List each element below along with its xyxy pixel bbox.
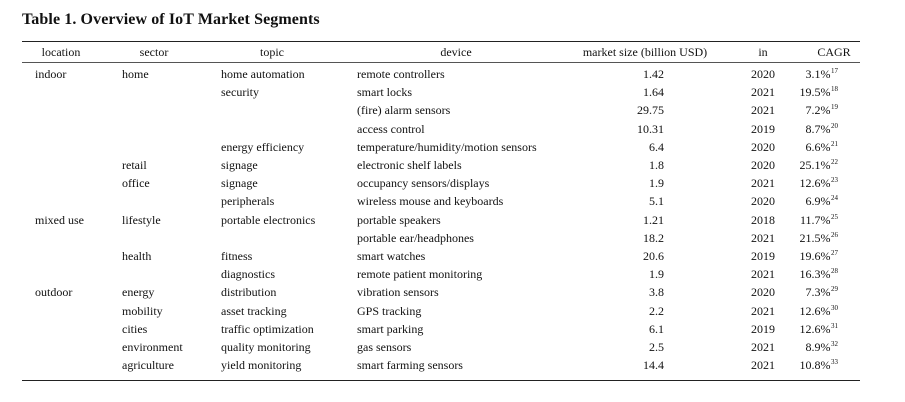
cell-size — [643, 358, 664, 372]
cell-device — [357, 322, 423, 336]
cell-sector — [122, 158, 147, 172]
cell-sector-text: agriculture — [122, 358, 174, 372]
cell-topic-text: portable electronics — [221, 213, 316, 227]
cell-size-text: 1.8 — [649, 158, 664, 172]
cell-cagr-text: 8.9% — [805, 340, 831, 354]
cell-size-text: 5.1 — [649, 194, 664, 208]
citation-ref-link[interactable]: 22 — [831, 158, 838, 166]
cell-size-text: 1.9 — [649, 267, 664, 281]
cell-sector — [122, 340, 183, 354]
cell-year — [751, 340, 775, 354]
cell-year — [751, 140, 775, 154]
cell-device-text: vibration sensors — [357, 285, 439, 299]
cell-year-text: 2020 — [751, 67, 775, 81]
citation-ref-link[interactable]: 24 — [831, 194, 838, 202]
cell-sector-text: lifestyle — [122, 213, 161, 227]
cell-topic — [221, 249, 252, 263]
cell-device — [357, 358, 463, 372]
cell-device-text: smart locks — [357, 85, 412, 99]
cell-location — [35, 285, 72, 299]
cell-sector-text: retail — [122, 158, 147, 172]
cell-device-text: wireless mouse and keyboards — [357, 194, 504, 208]
cell-topic — [221, 340, 311, 354]
cell-size-text: 1.9 — [649, 176, 664, 190]
cell-topic — [221, 85, 259, 99]
cell-year — [751, 103, 775, 117]
cell-sector-text: environment — [122, 340, 183, 354]
cell-topic-text: peripherals — [221, 194, 275, 208]
cell-year-text: 2021 — [751, 304, 775, 318]
cell-year — [751, 158, 775, 172]
cell-topic-text: diagnostics — [221, 267, 275, 281]
cell-topic-text: security — [221, 85, 259, 99]
cell-year-text: 2018 — [751, 213, 775, 227]
citation-ref-link[interactable]: 26 — [831, 231, 838, 239]
cell-size-text: 3.8 — [649, 285, 664, 299]
cell-device — [357, 285, 439, 299]
citation-ref-link[interactable]: 27 — [831, 249, 838, 257]
cell-sector-text: energy — [122, 285, 155, 299]
cell-year-text: 2020 — [751, 140, 775, 154]
cell-device — [357, 267, 482, 281]
cell-size — [649, 140, 664, 154]
cell-year — [751, 285, 775, 299]
cell-size — [649, 285, 664, 299]
cell-year-text: 2021 — [751, 267, 775, 281]
cell-year — [751, 231, 775, 245]
cell-topic-text: quality monitoring — [221, 340, 311, 354]
cell-cagr — [800, 158, 839, 174]
cell-size-text: 6.1 — [649, 322, 664, 336]
cell-sector — [122, 67, 149, 81]
cell-device-text: GPS tracking — [357, 304, 422, 318]
header-location: location — [41, 45, 81, 59]
cell-cagr — [800, 249, 839, 265]
citation-ref-link[interactable]: 25 — [831, 213, 838, 221]
cell-year-text: 2021 — [751, 358, 775, 372]
header-sector: sector — [139, 45, 169, 59]
cell-year-text: 2021 — [751, 176, 775, 190]
cell-size — [649, 304, 664, 318]
citation-ref-link[interactable]: 32 — [831, 340, 838, 348]
cell-size-text: 1.42 — [643, 67, 664, 81]
cell-size-text: 1.21 — [643, 213, 664, 227]
cell-device-text: electronic shelf labels — [357, 158, 462, 172]
cell-cagr-text: 25.1% — [799, 158, 831, 172]
cell-cagr-text: 19.6% — [799, 249, 831, 263]
cell-sector — [122, 285, 154, 299]
cell-size — [649, 176, 664, 190]
cell-cagr-text: 12.6% — [799, 322, 831, 336]
cell-year — [751, 122, 775, 136]
cell-sector-text: mobility — [122, 304, 163, 318]
cell-year-text: 2021 — [751, 231, 775, 245]
header-cagr: CAGR — [817, 45, 851, 59]
cell-device-text: temperature/humidity/motion sensors — [357, 140, 537, 154]
cell-device-text: occupancy sensors/displays — [357, 176, 490, 190]
cell-year-text: 2020 — [751, 285, 775, 299]
cell-topic — [221, 67, 305, 81]
cell-cagr — [806, 285, 839, 301]
cell-sector-text: health — [122, 249, 152, 263]
cell-location — [35, 67, 66, 81]
cell-size — [643, 213, 664, 227]
citation-ref-link[interactable]: 31 — [831, 322, 838, 330]
cell-year-text: 2019 — [751, 249, 775, 263]
cell-cagr — [806, 194, 839, 210]
cell-device-text: (fire) alarm sensors — [357, 103, 451, 117]
cell-year — [751, 358, 775, 372]
cell-year — [751, 213, 775, 227]
cell-cagr-text: 6.6% — [805, 140, 831, 154]
cell-cagr — [800, 231, 839, 247]
cell-size — [649, 322, 664, 336]
cell-cagr — [800, 322, 839, 338]
cell-topic — [221, 322, 314, 336]
table-bottom-rule — [22, 380, 860, 381]
cell-size — [637, 103, 664, 117]
cell-size-text: 2.2 — [649, 304, 664, 318]
cell-cagr-text: 7.3% — [805, 285, 831, 299]
cell-size-text: 18.2 — [643, 231, 664, 245]
cell-topic — [221, 176, 258, 190]
cell-device — [357, 176, 489, 190]
cell-size — [637, 122, 664, 136]
cell-year — [751, 67, 775, 81]
cell-device-text: access control — [357, 122, 425, 136]
cell-size — [649, 267, 664, 281]
citation-ref-link[interactable]: 30 — [831, 304, 838, 312]
cell-device-text: portable speakers — [357, 213, 441, 227]
cell-cagr — [806, 140, 839, 156]
cell-topic — [221, 358, 301, 372]
cell-cagr-text: 11.7% — [799, 213, 831, 227]
cell-cagr — [800, 213, 838, 229]
citation-ref-link[interactable]: 19 — [831, 103, 838, 111]
cell-device — [357, 340, 411, 354]
cell-cagr-text: 3.1% — [805, 67, 831, 81]
cell-cagr — [806, 67, 839, 83]
cell-year — [751, 322, 775, 336]
cell-device-text: portable ear/headphones — [357, 231, 474, 245]
cell-sector-text: home — [122, 67, 149, 81]
cell-location-text: indoor — [35, 67, 67, 81]
cell-size — [643, 67, 664, 81]
cell-device-text: smart farming sensors — [357, 358, 463, 372]
cell-cagr-text: 21.5% — [799, 231, 831, 245]
table-caption: Table 1. Overview of IoT Market Segments — [22, 11, 320, 28]
citation-ref-link[interactable]: 20 — [831, 122, 838, 130]
cell-topic-text: signage — [221, 158, 258, 172]
cell-device — [357, 85, 412, 99]
cell-size-text: 14.4 — [643, 358, 664, 372]
cell-device-text: gas sensors — [357, 340, 412, 354]
cell-year — [751, 176, 775, 190]
cell-sector — [122, 213, 161, 227]
cell-cagr — [800, 85, 839, 101]
cell-topic-text: traffic optimization — [221, 322, 314, 336]
cell-size-text: 2.5 — [649, 340, 664, 354]
cell-topic-text: home automation — [221, 67, 305, 81]
cell-cagr — [800, 304, 839, 320]
cell-topic-text: energy efficiency — [221, 140, 305, 154]
cell-device — [357, 67, 445, 81]
cell-location-text: mixed use — [35, 213, 84, 227]
header-device: device — [440, 45, 472, 59]
cell-year-text: 2019 — [751, 122, 775, 136]
cell-device-text: smart parking — [357, 322, 424, 336]
cell-device-text: remote controllers — [357, 67, 445, 81]
cell-device-text: smart watches — [357, 249, 426, 263]
cell-device — [357, 213, 441, 227]
header-market-size: market size (billion USD) — [582, 45, 708, 59]
cell-cagr — [806, 122, 839, 138]
cell-size — [649, 194, 664, 208]
cell-device — [357, 194, 503, 208]
cell-size — [643, 231, 664, 245]
citation-ref-link[interactable]: 28 — [831, 267, 838, 275]
cell-year-text: 2021 — [751, 103, 775, 117]
cell-size-text: 29.75 — [637, 103, 664, 117]
cell-size-text: 6.4 — [649, 140, 664, 154]
citation-ref-link[interactable]: 17 — [831, 67, 838, 75]
cell-size-text: 10.31 — [637, 122, 664, 136]
header-topic: topic — [260, 45, 284, 59]
cell-topic — [221, 267, 275, 281]
cell-cagr — [806, 340, 839, 356]
cell-cagr — [800, 267, 839, 283]
citation-ref-link[interactable]: 33 — [831, 358, 838, 366]
cell-topic — [221, 194, 274, 208]
cell-device-text: remote patient monitoring — [357, 267, 483, 281]
cell-sector — [122, 358, 174, 372]
citation-ref-link[interactable]: 29 — [831, 285, 838, 293]
cell-device — [357, 231, 474, 245]
cell-size — [649, 158, 664, 172]
cell-device — [357, 158, 462, 172]
citation-ref-link[interactable]: 23 — [831, 176, 838, 184]
cell-cagr-text: 12.6% — [799, 176, 831, 190]
cell-size — [649, 340, 664, 354]
cell-year-text: 2021 — [751, 340, 775, 354]
cell-topic — [221, 213, 315, 227]
cell-year-text: 2021 — [751, 85, 775, 99]
header-in: in — [758, 45, 768, 59]
cell-cagr-text: 16.3% — [799, 267, 831, 281]
cell-cagr — [806, 103, 839, 119]
cell-topic-text: signage — [221, 176, 258, 190]
cell-cagr-text: 10.8% — [799, 358, 831, 372]
cell-sector — [122, 304, 163, 318]
cell-size-text: 1.64 — [643, 85, 664, 99]
cell-sector — [122, 249, 151, 263]
citation-ref-link[interactable]: 21 — [831, 140, 838, 148]
cell-year — [751, 267, 775, 281]
cell-cagr-text: 6.9% — [805, 194, 831, 208]
cell-size-text: 20.6 — [643, 249, 664, 263]
cell-device — [357, 249, 425, 263]
table-header-rule — [22, 62, 860, 63]
cell-topic — [221, 158, 258, 172]
cell-topic-text: yield monitoring — [221, 358, 302, 372]
cell-sector-text: cities — [122, 322, 148, 336]
cell-sector — [122, 176, 150, 190]
cell-cagr — [800, 176, 839, 192]
cell-year-text: 2020 — [751, 158, 775, 172]
cell-size — [643, 85, 664, 99]
cell-cagr-text: 7.2% — [805, 103, 831, 117]
cell-year — [751, 85, 775, 99]
cell-device — [357, 103, 450, 117]
cell-year — [751, 249, 775, 263]
cell-device — [357, 122, 425, 136]
cell-sector — [122, 322, 147, 336]
cell-cagr-text: 19.5% — [799, 85, 831, 99]
cell-topic — [221, 304, 287, 318]
cell-year — [751, 304, 775, 318]
cell-cagr-text: 12.6% — [799, 304, 831, 318]
table-top-rule — [22, 41, 860, 42]
cell-cagr-text: 8.7% — [805, 122, 831, 136]
cell-location — [35, 213, 84, 227]
cell-topic-text: fitness — [221, 249, 253, 263]
cell-year — [751, 194, 775, 208]
cell-sector-text: office — [122, 176, 150, 190]
cell-year-text: 2020 — [751, 194, 775, 208]
cell-location-text: outdoor — [35, 285, 73, 299]
citation-ref-link[interactable]: 18 — [831, 85, 838, 93]
cell-device — [357, 140, 537, 154]
cell-size — [643, 249, 664, 263]
cell-topic — [221, 140, 304, 154]
cell-year-text: 2019 — [751, 322, 775, 336]
cell-device — [357, 304, 421, 318]
cell-topic-text: distribution — [221, 285, 277, 299]
cell-topic — [221, 285, 276, 299]
cell-cagr — [800, 358, 839, 374]
cell-topic-text: asset tracking — [221, 304, 287, 318]
